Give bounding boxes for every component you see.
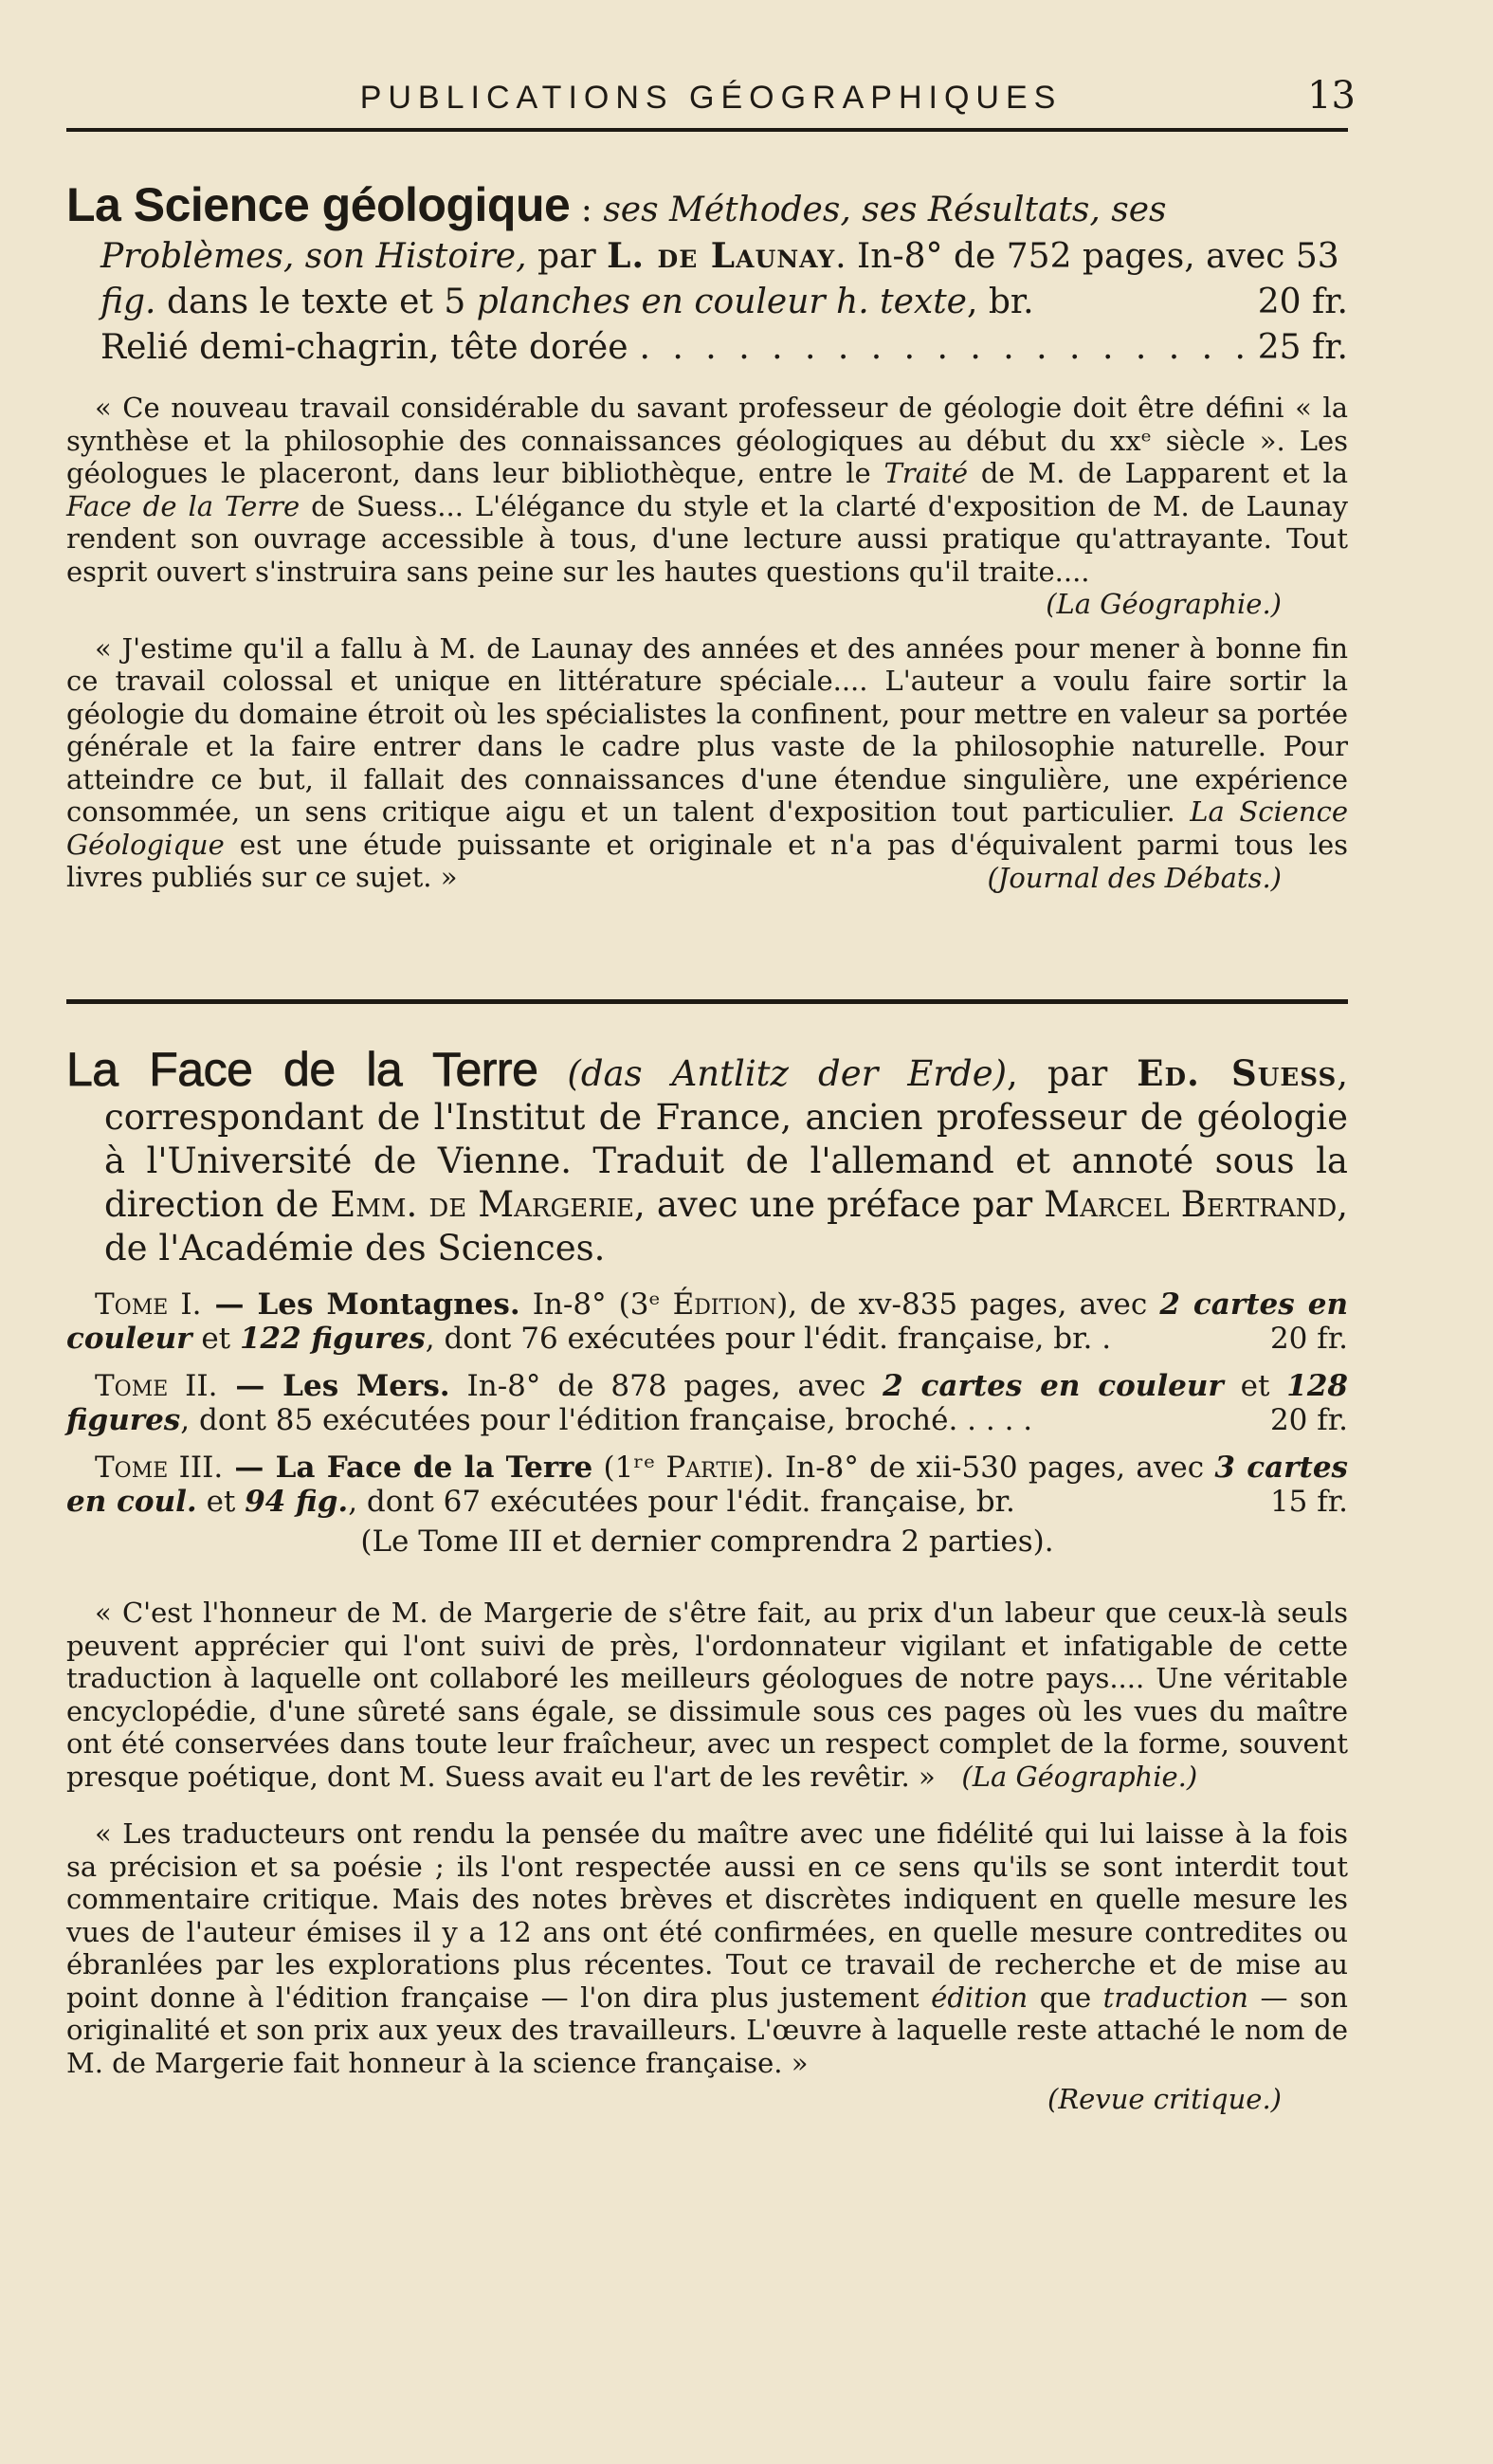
volume-price: 20 fr.	[1269, 1322, 1348, 1356]
volume-text: In-8° de 878 pages, avec	[449, 1369, 883, 1403]
volume-part: Partie	[665, 1451, 754, 1485]
quote-italic: Traité	[883, 457, 969, 489]
volume-label: Tome I.	[95, 1287, 202, 1322]
volume-label: Tome II.	[95, 1369, 218, 1403]
volume-text: ), de xv-835 pages, avec	[776, 1287, 1160, 1322]
translator-name: Emm. de Margerie	[330, 1184, 635, 1225]
subtitle: ses Méthodes, ses Résultats, ses Problèmes, son Histoire,	[100, 191, 1167, 276]
price-relie: 25 fr.	[1257, 328, 1348, 367]
book-title: La Face de la Terre	[66, 1043, 538, 1096]
quote-italic: traduction	[1102, 1980, 1248, 2014]
quote-italic: édition	[931, 1980, 1029, 2014]
section-rule	[66, 999, 1348, 1004]
page-number: 13	[1307, 74, 1356, 118]
entry-science-geologique	[66, 178, 1349, 894]
quote-text: — son originalité et son prix aux yeux des travailleurs. L'œuvre à laquelle reste attaché le nom de M. de Margerie fait honneur à la science française. »	[66, 1980, 1348, 2079]
volume-figures: 94 fig.	[245, 1485, 349, 1519]
volume-2	[66, 1369, 1348, 1437]
volume-maps: 3 cartes en coul.	[66, 1451, 1348, 1519]
volume-figures: 128 figures	[66, 1369, 1349, 1437]
review-quote-2	[66, 632, 1348, 894]
volume-text: ). In-8° de xii-530 pages, avec	[753, 1451, 1215, 1485]
volume-text: et	[191, 1322, 240, 1356]
quote-text: est une étude puissante et originale et n'a pas d'équivalent parmi tous les livres publiés sur ce sujet. »	[66, 828, 1348, 893]
volume-name: — La Face de la Terre	[223, 1451, 593, 1485]
description-text: , avec une préface par	[634, 1184, 1045, 1225]
volume-figures: 122 figures	[239, 1322, 426, 1356]
quote-italic: La Science Géologique	[66, 795, 1348, 861]
volume-price: 20 fr.	[1269, 1403, 1348, 1437]
review-quote-3	[66, 1597, 1348, 1793]
volume-text: (1ʳᵉ	[592, 1451, 666, 1485]
original-title: (das Antlitz der Erde)	[567, 1053, 1008, 1094]
review-source-2: (Journal des Débats.)	[987, 861, 1282, 894]
volume-note: (Le Tome III et dernier comprendra 2 parties).	[360, 1524, 1054, 1559]
entry-face-de-la-terre	[66, 1043, 1349, 2116]
quote-text: « Les traducteurs ont rendu la pensée du maître avec une fidélité qui lui laisse à la fois sa précision et sa poésie ; ils l'ont respectée aussi en ce sens qu'ils se sont interdit tout commentaire critique. Mais des notes brèves et discrètes indiquent en quelle mesure les vues de l'auteur émises il y a 12 ans ont été confirmées, en quelle mesure contredites ou ébranlées par les explorations plus récentes. Tout ce travail de recherche et de mise au point donne à l'édition française — l'on dira plus justement	[66, 1817, 1348, 2014]
volume-text: In-8° (3ᵉ	[519, 1287, 673, 1322]
volume-text: et	[1223, 1369, 1287, 1403]
quote-text: « C'est l'honneur de M. de Margerie de s'être fait, au prix d'un labeur que ceux-là seuls peuvent apprécier qui l'ont suivi de près, l'ordonnateur vigilant et infatigable de cette traduction à laquelle ont collaboré les meilleurs géologues de notre pays.... Une véritable encyclopédie, d'une sûreté sans égale, se dissimule sous ces pages où les vues du maître ont été conservées dans toute leur fraîcheur, avec un respect complet de la forme, souvent presque poétique, dont M. Suess avait eu l'art de les revêtir. »	[66, 1597, 1348, 1793]
quote-text: de M. de Lapparent et la	[968, 457, 1349, 489]
title-separator: :	[570, 191, 604, 229]
volume-1	[66, 1287, 1348, 1356]
description-text: , de l'Académie des Sciences.	[104, 1184, 1348, 1269]
preface-author: Marcel Bertrand	[1044, 1184, 1338, 1225]
review-quote-1	[66, 392, 1348, 588]
quote-text: de Suess... L'élégance du style et la clarté d'exposition de M. de Launay rendent son ouvrage accessible à tous, d'une lecture aussi pratique qu'attrayante. Tout esprit ouvert s'instruira sans peine sur les hautes questions qu'il traite....	[66, 489, 1348, 588]
volume-maps: 2 cartes en couleur	[66, 1287, 1348, 1356]
volume-text: et	[196, 1485, 246, 1519]
quote-text: « J'estime qu'il a fallu à M. de Launay des années et des années pour mener à bonne fin ce travail colossal et unique en littérature spéciale.... L'auteur a voulu faire sortir la géologie du domaine étroit où les spécialistes la confinent, pour mettre en valeur sa portée générale et la faire entrer dans le cadre plus vaste de la philosophie naturelle. Pour atteindre ce but, il fallait des connaissances d'une étendue singulière, une expérience consommée, un sens critique aigu et un talent d'exposition tout particulier.	[66, 631, 1348, 828]
volume-3	[66, 1451, 1348, 1519]
entry-heading	[66, 178, 1348, 325]
by-text: par	[526, 237, 608, 276]
quote-text: que	[1028, 1980, 1103, 2014]
volume-label: Tome III.	[95, 1451, 224, 1485]
running-head	[66, 74, 1356, 121]
by-text: , par	[1007, 1053, 1138, 1094]
brochure-text: , br.	[966, 283, 1034, 321]
volume-name: — Les Mers.	[217, 1369, 450, 1403]
volume-price: 15 fr.	[1269, 1485, 1348, 1519]
quote-text: « Ce nouveau travail considérable du savant professeur de géologie doit être défini « la synthèse et la philosophie des connaissances géologiques au début du xxᵉ siècle ». Les géologues le placeront, dans leur bibliothèque, entre le	[66, 392, 1348, 489]
volume-text: , dont 85 exécutées pour l'édition française, broché. . . . .	[180, 1403, 1033, 1437]
review-source-3: (La Géographie.)	[961, 1760, 1198, 1793]
volume-text: , dont 67 exécutées pour l'édit. française, br.	[348, 1485, 1015, 1519]
review-source-1: (La Géographie.)	[1046, 588, 1282, 620]
binding-text: Relié demi-chagrin, tête dorée	[100, 328, 628, 367]
text-mid: dans le texte et 5	[155, 283, 477, 321]
volume-text: , dont 76 exécutées pour l'édit. française, br. .	[425, 1322, 1112, 1356]
volume-maps: 2 cartes en couleur	[883, 1369, 1224, 1403]
price-broche: 20 fr.	[1257, 283, 1348, 321]
description-text: , correspondant de l'Institut de France, ancien professeur de géologie à l'Université de Vienne. Traduit de l'allemand et annoté sous la direction de	[104, 1053, 1348, 1225]
author-name: Ed. Suess	[1137, 1052, 1338, 1094]
entry-heading	[66, 1043, 1348, 1270]
volume-name: — Les Montagnes.	[201, 1287, 520, 1322]
volume-edition: Édition	[672, 1287, 777, 1322]
plates-text: planches en couleur h. texte	[476, 283, 967, 321]
review-quote-4	[66, 1817, 1348, 2079]
leader-dots	[640, 325, 1247, 371]
binding-line	[66, 325, 1348, 371]
running-title: PUBLICATIONS GÉOGRAPHIQUES	[359, 80, 1063, 116]
book-title: La Science géologique	[66, 178, 571, 231]
review-source-4: (Revue critique.)	[1047, 2083, 1282, 2115]
format-text: . In-8° de 752 pages, avec 53	[835, 237, 1339, 276]
quote-italic: Face de la Terre	[66, 489, 300, 522]
author-name: L. de Launay	[607, 236, 836, 276]
top-rule	[66, 128, 1348, 132]
fig-text: fig.	[100, 283, 156, 321]
